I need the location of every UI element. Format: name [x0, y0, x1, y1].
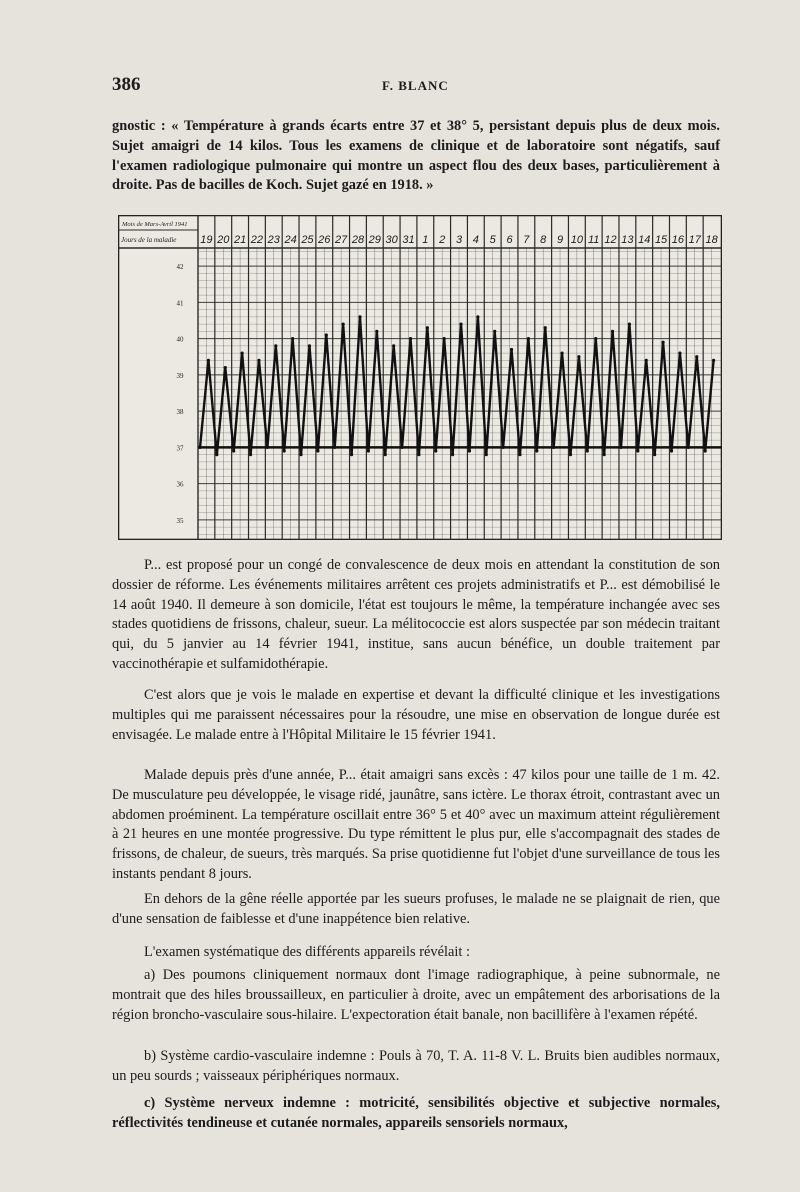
- evening-point: [443, 337, 446, 340]
- day-label: 6: [506, 234, 513, 246]
- evening-point: [409, 337, 412, 340]
- evening-point: [476, 315, 479, 318]
- day-label: 1: [422, 234, 429, 246]
- paragraph-diagnosis: gnostic : « Température à grands écarts entre 37 et 38° 5, persistant depuis plus de deux mois. Sujet amaigri de 14 kilos. Tous les examens de clinique et de laboratoire sont négatifs, sauf l'examen radiologique pulmonaire qui montre un aspect flou des deux bases, particulièrement à droite. Pas de bacilles de Koch. Sujet gazé en 1918. »: [112, 118, 720, 194]
- day-label: 31: [402, 234, 415, 246]
- evening-point: [207, 359, 210, 362]
- morning-point: [316, 449, 319, 452]
- evening-point: [510, 348, 513, 351]
- morning-point: [468, 449, 471, 452]
- morning-point: [502, 446, 505, 449]
- morning-point: [586, 449, 589, 452]
- temperature-curve: [200, 317, 714, 455]
- temperature-scale-label: 40: [176, 335, 184, 344]
- paragraph-cardio: b) Système cardio-vasculaire indemne : Pouls à 70, T. A. 11-8 V. L. Bruits bien audibles normaux, un peu sourds ; vaisseaux périphériques normaux.: [112, 1048, 720, 1084]
- paragraph-convalescence: P... est proposé pour un congé de convalescence de deux mois en attendant la constitution de son dossier de réforme. Les événements militaires arrêtent ces projets administratifs et P... est démobilisé le 14 août 1940. Il demeure à son domicile, l'état est toujours le même, la température inchangée avec ses stades quotidiens de frissons, chaleur, sueur. La mélitococcie est alors suspectée par son médecin traitant qui, du 5 janvier au 14 février 1941, institue, sans aucun bénéfice, un double traitement par vaccinothérapie et sulfamidothérapie.: [112, 557, 720, 672]
- temperature-scale-label: 37: [176, 444, 184, 453]
- day-label: 3: [455, 234, 463, 246]
- day-label: 12: [604, 234, 617, 246]
- evening-point: [392, 344, 395, 347]
- morning-point: [552, 446, 555, 449]
- evening-point: [358, 315, 361, 318]
- evening-point: [645, 359, 648, 362]
- paragraph-clinical-state: Malade depuis près d'une année, P... était amaigri sans excès : 47 kilos pour une taille de 1 m. 42. De musculature peu développée, le visage ridé, jaunâtre, sans ictère. Le thorax étroit, contrastant avec un abdomen proéminent. La température oscillait entre 36° 5 et 40° avec un maximum atteint régulièrement à 21 heures en une montée progressive. Du type rémittent le plus pur, elle s'accompagnait des stades de frissons, de chaleur, de sueurs, très marqués. Sa prise quotidienne fut l'objet d'une surveillance de tous les instants pendant 8 jours.: [112, 767, 720, 882]
- morning-point: [299, 453, 302, 456]
- temperature-scale-label: 38: [176, 408, 184, 417]
- day-label: 24: [284, 234, 297, 246]
- evening-point: [375, 330, 378, 333]
- evening-point: [527, 337, 530, 340]
- chart-header-month-label: Mois de Mars-Avril 1941: [122, 221, 188, 228]
- day-label: 11: [587, 234, 600, 246]
- day-label: 4: [472, 234, 479, 246]
- evening-point: [291, 337, 294, 340]
- evening-point: [678, 352, 681, 355]
- evening-point: [325, 333, 328, 336]
- evening-point: [594, 337, 597, 340]
- morning-point: [704, 449, 707, 452]
- evening-point: [560, 352, 563, 355]
- morning-point: [232, 449, 235, 452]
- evening-point: [611, 330, 614, 333]
- morning-point: [670, 449, 673, 452]
- evening-point: [712, 359, 715, 362]
- day-label: 8: [540, 234, 547, 246]
- morning-point: [434, 449, 437, 452]
- evening-point: [493, 330, 496, 333]
- morning-point: [384, 453, 387, 456]
- morning-point: [451, 453, 454, 456]
- evening-point: [224, 366, 227, 369]
- day-label: 26: [318, 234, 331, 246]
- evening-point: [577, 355, 580, 358]
- chart-header-day-label: Jours de la maladie: [121, 236, 177, 244]
- morning-point: [653, 453, 656, 456]
- day-label: 5: [489, 234, 496, 246]
- morning-point: [417, 453, 420, 456]
- morning-point: [485, 453, 488, 456]
- day-label: 7: [523, 234, 530, 246]
- morning-point: [400, 446, 403, 449]
- day-label: 10: [570, 234, 583, 246]
- evening-point: [274, 344, 277, 347]
- day-label: 21: [233, 234, 247, 246]
- day-label: 25: [301, 234, 314, 246]
- evening-point: [628, 323, 631, 326]
- temperature-chart-svg: [118, 215, 722, 540]
- day-label: 13: [621, 234, 634, 246]
- day-label: 27: [335, 234, 348, 246]
- temperature-scale-label: 36: [176, 480, 184, 489]
- temperature-scale-label: 42: [176, 263, 184, 272]
- day-label: 16: [671, 234, 685, 246]
- evening-point: [661, 341, 664, 344]
- morning-point: [636, 449, 639, 452]
- temperature-scale-label: 39: [176, 371, 184, 380]
- morning-point: [215, 453, 218, 456]
- paragraph-complaints: En dehors de la gêne réelle apportée par les sueurs profuses, le malade ne se plaignait de rien, que d'une sensation de faiblesse et d'une inappétence bien relative.: [112, 891, 720, 927]
- morning-point: [249, 453, 252, 456]
- temperature-scale-label: 35: [176, 516, 184, 525]
- running-head: F. BLANC: [382, 78, 449, 93]
- paragraph-exam-intro: L'examen systématique des différents appareils révélait :: [144, 944, 470, 960]
- morning-point: [350, 453, 353, 456]
- morning-point: [569, 453, 572, 456]
- day-label: 2: [439, 234, 446, 246]
- evening-point: [426, 326, 429, 329]
- day-label: 9: [556, 234, 564, 246]
- evening-point: [342, 323, 345, 326]
- evening-point: [257, 359, 260, 362]
- morning-point: [603, 453, 606, 456]
- page-header: [112, 74, 720, 98]
- day-label: 18: [705, 234, 718, 246]
- evening-point: [308, 344, 311, 347]
- page-number: 386: [112, 74, 141, 95]
- morning-point: [619, 446, 622, 449]
- day-label: 22: [250, 234, 264, 246]
- day-label: 28: [351, 234, 365, 246]
- evening-point: [241, 352, 244, 355]
- evening-point: [459, 323, 462, 326]
- day-label: 15: [654, 234, 668, 246]
- day-label: 19: [200, 234, 213, 246]
- day-label: 30: [385, 234, 398, 246]
- day-label: 17: [688, 234, 701, 246]
- morning-point: [367, 449, 370, 452]
- day-label: 20: [217, 234, 230, 246]
- morning-point: [687, 446, 690, 449]
- morning-point: [518, 453, 521, 456]
- morning-point: [198, 446, 201, 449]
- evening-point: [695, 355, 698, 358]
- morning-point: [283, 449, 286, 452]
- paragraph-lungs: a) Des poumons cliniquement normaux dont l'image radiographique, à peine subnormale, ne montrait que des hiles broussailleux, en particulier à droite, avec un empâtement des arborisations de la région broncho-vasculaire sous-hilaire. L'expectoration était banale, non bacillifère à l'examen répété.: [112, 967, 720, 1023]
- temperature-scale-label: 41: [176, 299, 184, 308]
- paragraph-nervous: c) Système nerveux indemne : motricité, sensibilités objective et subjective normales, réflectivités tendineuse et cutanée normales, appareils sensoriels normaux,: [112, 1095, 720, 1131]
- morning-point: [266, 446, 269, 449]
- day-label: 29: [368, 234, 381, 246]
- morning-point: [333, 446, 336, 449]
- paragraph-expertise: C'est alors que je vois le malade en expertise et devant la difficulté clinique et les investigations multiples qui me paraissent nécessaires pour la résoudre, une mise en observation de longue durée est envisagée. Le malade entre à l'Hôpital Militaire le 15 février 1941.: [112, 687, 720, 743]
- evening-point: [544, 326, 547, 329]
- morning-point: [535, 449, 538, 452]
- day-label: 23: [267, 234, 280, 246]
- temperature-chart: [118, 215, 722, 540]
- day-label: 14: [638, 234, 651, 246]
